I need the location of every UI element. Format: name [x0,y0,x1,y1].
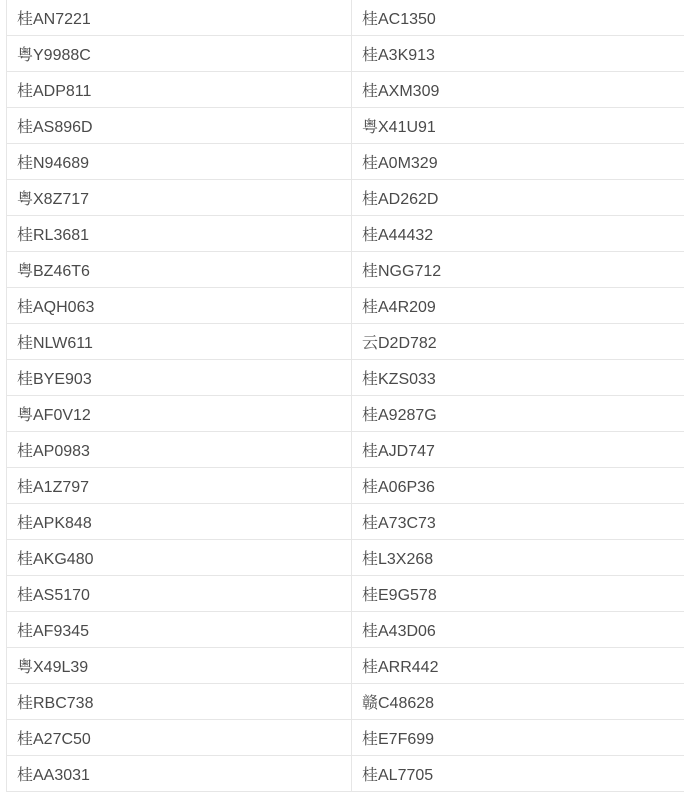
plate-cell: 桂AKG480 [7,540,352,576]
table-row [7,576,684,612]
table-row [7,612,684,648]
plate-cell: 桂AJD747 [352,432,684,468]
plate-cell: 桂AF9345 [7,612,352,648]
plate-table [6,0,684,792]
plate-cell: 桂A06P36 [352,468,684,504]
plate-cell: 桂A4R209 [352,288,684,324]
plate-cell: 桂A0M329 [352,144,684,180]
plate-cell: 桂ARR442 [352,648,684,684]
plate-cell: 桂E7F699 [352,720,684,756]
plate-cell: 桂AQH063 [7,288,352,324]
plate-cell: 粤X8Z717 [7,180,352,216]
table-row [7,288,684,324]
plate-cell: 桂NGG712 [352,252,684,288]
table-row [7,216,684,252]
plate-cell: 桂AD262D [352,180,684,216]
table-row [7,72,684,108]
plate-cell: 桂A43D06 [352,612,684,648]
plate-cell: 桂AA3031 [7,756,352,792]
plate-cell: 桂NLW611 [7,324,352,360]
plate-cell: 粤X49L39 [7,648,352,684]
plate-cell: 桂N94689 [7,144,352,180]
plate-cell: 粤Y9988C [7,36,352,72]
plate-cell: 桂AN7221 [7,0,352,36]
plate-cell: 桂RL3681 [7,216,352,252]
plate-cell: 桂AP0983 [7,432,352,468]
plate-cell: 桂A27C50 [7,720,352,756]
table-row [7,756,684,792]
table-row [7,144,684,180]
plate-cell: 桂AXM309 [352,72,684,108]
plate-cell: 粤X41U91 [352,108,684,144]
plate-cell: 桂ADP811 [7,72,352,108]
plate-cell: 桂A3K913 [352,36,684,72]
plate-cell: 桂APK848 [7,504,352,540]
plate-cell: 桂A9287G [352,396,684,432]
plate-cell: 桂A73C73 [352,504,684,540]
plate-cell: 桂BYE903 [7,360,352,396]
table-row [7,684,684,720]
table-row [7,540,684,576]
table-row [7,360,684,396]
plate-cell: 云D2D782 [352,324,684,360]
table-row [7,36,684,72]
table-row [7,108,684,144]
table-row [7,468,684,504]
table-row [7,252,684,288]
plate-cell: 桂E9G578 [352,576,684,612]
table-row [7,180,684,216]
plate-cell: 桂KZS033 [352,360,684,396]
table-row [7,396,684,432]
plate-cell: 桂L3X268 [352,540,684,576]
plate-cell: 桂AS896D [7,108,352,144]
table-row [7,432,684,468]
plate-cell: 桂A1Z797 [7,468,352,504]
table-row [7,0,684,36]
table-row [7,324,684,360]
plate-cell: 粤BZ46T6 [7,252,352,288]
plate-cell: 赣C48628 [352,684,684,720]
plate-cell: 粤AF0V12 [7,396,352,432]
plate-cell: 桂AS5170 [7,576,352,612]
plate-cell: 桂A44432 [352,216,684,252]
table-row [7,648,684,684]
table-row [7,720,684,756]
plate-cell: 桂RBC738 [7,684,352,720]
plate-cell: 桂AL7705 [352,756,684,792]
plate-cell: 桂AC1350 [352,0,684,36]
table-row [7,504,684,540]
